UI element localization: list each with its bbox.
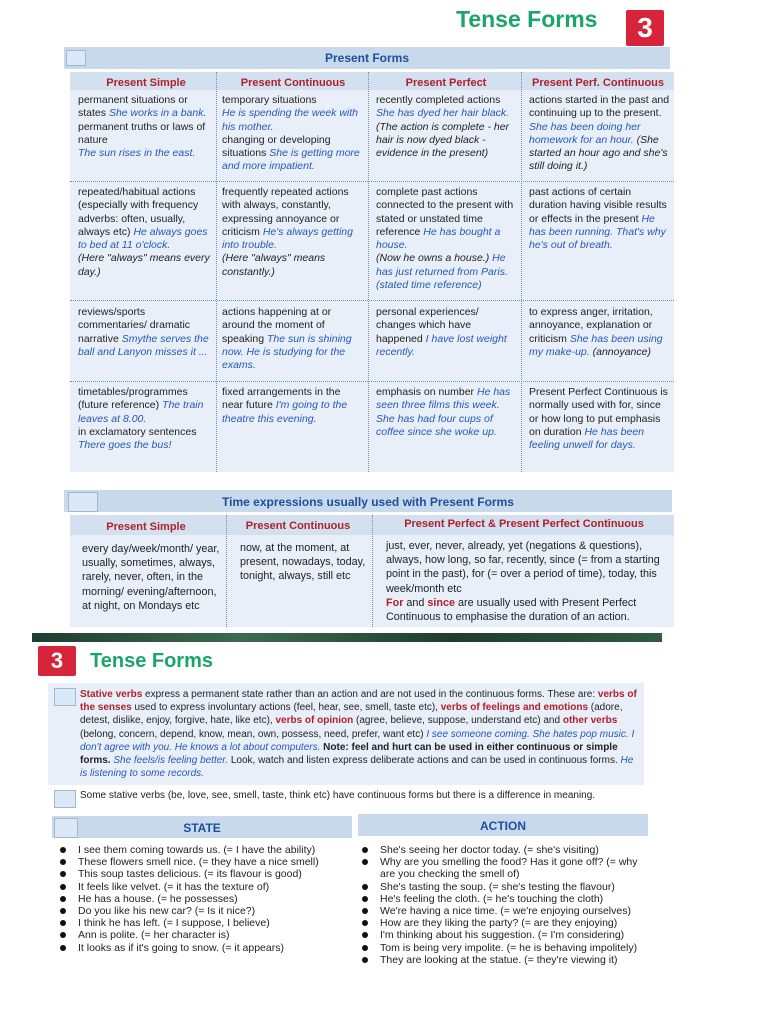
- table-cell: Present Perfect Continuous is normally used with for, since or how long to put emphasis on duration He has been feeling unwell for days.: [529, 386, 668, 452]
- col-present-continuous: Present Continuous: [240, 77, 346, 89]
- page-divider: [32, 633, 662, 642]
- table-cell: emphasis on number He has seen three films this week. She has had four cups of coffee since she woke up.: [376, 386, 511, 438]
- present-forms-header: Present Forms: [324, 51, 410, 65]
- page-title: Tense Forms: [456, 6, 598, 32]
- time-cell-simple: every day/week/month/ year, usually, sometimes, always, rarely, never, often, in the morning/ evening/afternoon, at night, on Mondays etc: [82, 543, 220, 612]
- time-expressions-header: Time expressions usually used with Present Forms: [222, 495, 514, 509]
- table-cell: recently completed actions She has dyed her hair black. (The action is complete - her hair is now dyed black - evidence in the present): [376, 94, 510, 160]
- list-item: They are looking at the statue. (= they're viewing it): [360, 954, 652, 966]
- table-cell: personal experiences/ changes which have happened I have lost weight recently.: [376, 306, 507, 358]
- list-item: Ann is polite. (= her character is): [58, 929, 350, 941]
- state-list: [58, 844, 350, 954]
- table-cell: repeated/habitual actions (especially with frequency adverbs: often, usually, always etc) He always goes to bed at 11 o'clock. (Here "always" means every day.): [78, 186, 210, 278]
- list-item: I'm thinking about his suggestion. (= I'm considering): [360, 929, 652, 941]
- col-present-simple: Present Simple: [106, 77, 186, 89]
- divider: [70, 381, 674, 382]
- table-cell: actions happening at or around the moment of speaking The sun is shining now. He is studying for the exams.: [222, 306, 352, 372]
- list-item: She's seeing her doctor today. (= she's visiting): [360, 844, 652, 856]
- list-item: It feels like velvet. (= it has the texture of): [58, 881, 350, 893]
- tab-icon: [54, 688, 76, 706]
- chapter-badge: 3: [626, 10, 664, 46]
- table-cell: actions started in the past and continuing up to the present. She has been doing her homework for an hour. (She started an hour ago and she's still doing it.): [529, 94, 670, 173]
- tab-icon: [54, 790, 76, 808]
- col-present-perf-continuous: Present Perf. Continuous: [531, 77, 665, 89]
- col-present-simple: Present Simple: [106, 521, 186, 533]
- action-list: [360, 844, 652, 966]
- divider: [216, 72, 217, 472]
- divider: [70, 181, 674, 182]
- stative-note: Some stative verbs (be, love, see, smell, taste, think etc) have continuous forms but there is a difference in meaning.: [80, 790, 596, 801]
- divider: [70, 300, 674, 301]
- divider: [226, 515, 227, 627]
- list-item: How are they liking the party? (= are they enjoying): [360, 917, 652, 929]
- list-item: Why are you smelling the food? Has it gone off? (= why are you checking the smell of): [360, 856, 652, 880]
- list-item: Tom is being very impolite. (= he is behaving impolitely): [360, 942, 652, 954]
- list-item: I think he has left. (= I suppose, I believe): [58, 917, 350, 929]
- state-header: STATE: [183, 821, 221, 835]
- col-present-continuous: Present Continuous: [245, 520, 351, 532]
- time-cell-perfect: just, ever, never, already, yet (negations & questions), always, how long, so far, recently, since (= from a starting point in the past), for (= over a period of time), today, this week/month etc For and since are usually used with Present Perfect Continuous to emphasise the duration of an action.: [386, 540, 660, 624]
- table-cell: frequently repeated actions with always, constantly, expressing annoyance or criticism He's always getting into trouble. (Here "always" means constantly.): [222, 186, 353, 278]
- table-cell: complete past actions connected to the present with stated or unstated time reference He has bought a house. (Now he owns a house.) He has just returned from Paris. (stated time reference): [376, 186, 514, 292]
- col-present-perfect: Present Perfect: [405, 77, 487, 89]
- table-cell: timetables/programmes (future reference) The train leaves at 8.00. in exclamatory sentences There goes the bus!: [78, 386, 204, 452]
- stative-verbs-text: Stative verbs express a permanent state rather than an action and are not used in the continuous forms. These are: verbs of the senses used to express involuntary actions (feel, hear, see, smell, taste etc), verbs of feelings and emotions (adore, detest, dislike, enjoy, forgive, hate, like etc), verbs of opinion (agree, believe, suppose, understand etc) and other verbs (belong, concern, depend, know, mean, own, possess, need, prefer, want etc) I see someone coming. She hates pop music. I don't agree with you. He knows a lot about computers. Note: feel and hurt can be used in either continuous or simple forms. She feels/is feeling better. Look, watch and listen express deliberate actions and can be used in continuous forms. He is listening to some records.: [80, 689, 637, 780]
- table-cell: to express anger, irritation, annoyance, explanation or criticism She has been using my make-up. (annoyance): [529, 306, 663, 358]
- time-cell-continuous: now, at the moment, at present, nowadays, today, tonight, always, still etc: [240, 542, 366, 583]
- list-item: It looks as if it's going to snow. (= it appears): [58, 942, 350, 954]
- divider: [368, 72, 369, 472]
- list-item: We're having a nice time. (= we're enjoying ourselves): [360, 905, 652, 917]
- divider: [521, 72, 522, 472]
- chapter-badge: 3: [38, 646, 76, 676]
- list-item: This soup tastes delicious. (= its flavour is good): [58, 868, 350, 880]
- divider: [372, 515, 373, 627]
- table-cell: permanent situations or states She works in a bank. permanent truths or laws of nature The sun rises in the east.: [78, 94, 207, 160]
- table-cell: past actions of certain duration having visible results or effects in the present He has been running. That's why he's out of breath.: [529, 186, 667, 252]
- table-cell: reviews/sports commentaries/ dramatic narrative Smythe serves the ball and Lanyon misses it ...: [78, 306, 209, 358]
- action-header: ACTION: [480, 819, 526, 833]
- list-item: She's tasting the soup. (= she's testing the flavour): [360, 881, 652, 893]
- list-item: These flowers smell nice. (= they have a nice smell): [58, 856, 350, 868]
- table-cell: fixed arrangements in the near future I'm going to the theatre this evening.: [222, 386, 348, 425]
- list-item: I see them coming towards us. (= I have the ability): [58, 844, 350, 856]
- list-item: He's feeling the cloth. (= he's touching the cloth): [360, 893, 652, 905]
- list-item: He has a house. (= he possesses): [58, 893, 350, 905]
- table-cell: temporary situations He is spending the week with his mother. changing or developing situations She is getting more and more impatient.: [222, 94, 360, 173]
- list-item: Do you like his new car? (= Is it nice?): [58, 905, 350, 917]
- page-title: Tense Forms: [90, 650, 213, 672]
- col-present-perfect-both: Present Perfect & Present Perfect Continuous: [404, 518, 644, 530]
